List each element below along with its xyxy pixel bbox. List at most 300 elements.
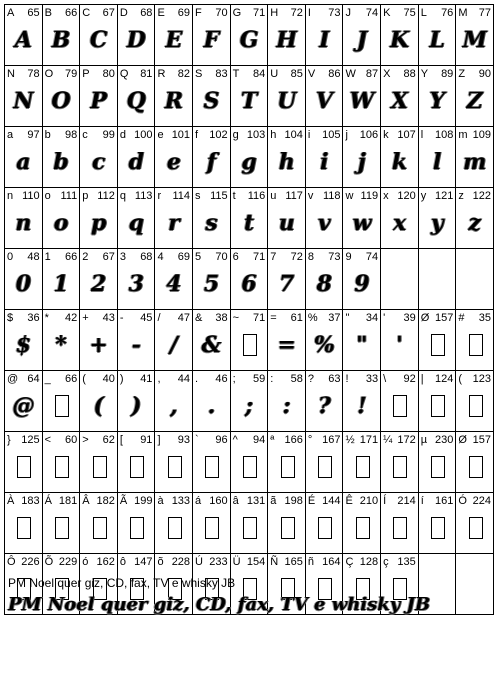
char-cell bbox=[193, 310, 231, 371]
char-code: 99 bbox=[102, 129, 115, 141]
glyph-preview: J bbox=[356, 27, 367, 53]
char-code: 68 bbox=[140, 251, 153, 263]
char-label bbox=[45, 251, 78, 263]
missing-glyph-box bbox=[168, 517, 182, 539]
char-name: ) bbox=[119, 373, 124, 385]
glyph-preview: R bbox=[164, 88, 183, 114]
char-code: 93 bbox=[177, 434, 191, 446]
char-label bbox=[270, 434, 303, 446]
char-cell bbox=[230, 432, 268, 493]
char-label bbox=[7, 556, 40, 568]
char-label bbox=[195, 7, 228, 19]
char-name: X bbox=[383, 68, 391, 80]
char-cell bbox=[5, 188, 43, 249]
char-name: ª bbox=[270, 434, 275, 446]
glyph-preview: " bbox=[356, 332, 368, 358]
char-label bbox=[120, 190, 153, 202]
char-label bbox=[157, 495, 190, 507]
char-code: 228 bbox=[171, 556, 191, 568]
glyph-preview: r bbox=[167, 210, 180, 236]
char-cell bbox=[230, 493, 268, 554]
char-name: õ bbox=[157, 556, 164, 568]
char-label bbox=[270, 251, 303, 263]
char-code: 116 bbox=[247, 190, 266, 202]
char-cell bbox=[42, 310, 80, 371]
empty-cell bbox=[418, 249, 456, 310]
char-label bbox=[421, 312, 454, 324]
glyph-preview: b bbox=[53, 149, 69, 175]
char-cell bbox=[42, 127, 80, 188]
glyph-preview: + bbox=[89, 332, 108, 358]
glyph-preview: 5 bbox=[203, 271, 219, 297]
char-label bbox=[82, 373, 115, 385]
char-label bbox=[308, 373, 341, 385]
char-cell bbox=[305, 371, 343, 432]
char-name: ' bbox=[383, 312, 386, 324]
char-name: b bbox=[44, 129, 51, 141]
glyph-preview: M bbox=[462, 27, 487, 53]
missing-glyph-box bbox=[318, 456, 332, 478]
glyph-preview: h bbox=[278, 149, 295, 175]
char-name: W bbox=[345, 68, 356, 80]
char-name: [ bbox=[119, 434, 123, 446]
char-code: 65 bbox=[27, 7, 40, 19]
char-name: ã bbox=[270, 495, 277, 507]
char-label bbox=[270, 190, 303, 202]
char-name: À bbox=[7, 495, 15, 507]
char-cell bbox=[305, 249, 343, 310]
glyph-preview: Z bbox=[466, 88, 483, 114]
missing-glyph-box bbox=[393, 395, 407, 417]
char-label bbox=[120, 495, 153, 507]
char-label bbox=[458, 68, 491, 80]
char-code: 114 bbox=[172, 190, 191, 202]
char-label bbox=[82, 7, 115, 19]
missing-glyph-box bbox=[17, 517, 31, 539]
char-label bbox=[45, 556, 78, 568]
char-label bbox=[270, 129, 303, 141]
glyph-preview: 1 bbox=[53, 271, 69, 297]
glyph-preview: o bbox=[53, 210, 69, 236]
char-code: 70 bbox=[215, 251, 228, 263]
char-label bbox=[82, 312, 115, 324]
glyph-preview: , bbox=[169, 393, 178, 419]
glyph-preview: p bbox=[90, 210, 107, 236]
char-label bbox=[157, 68, 190, 80]
glyph-preview: Q bbox=[126, 88, 146, 114]
char-name: ç bbox=[383, 556, 389, 568]
char-label bbox=[458, 190, 491, 202]
char-code: 106 bbox=[359, 129, 379, 141]
char-cell bbox=[456, 188, 494, 249]
char-name: k bbox=[383, 129, 389, 141]
char-cell bbox=[155, 127, 193, 188]
missing-glyph-box bbox=[130, 456, 144, 478]
char-name: # bbox=[458, 312, 465, 324]
char-cell bbox=[456, 310, 494, 371]
char-code: 135 bbox=[397, 556, 416, 568]
glyph-preview: X bbox=[390, 88, 408, 114]
glyph-preview: L bbox=[429, 27, 445, 53]
char-cell bbox=[418, 493, 456, 554]
char-code: 82 bbox=[177, 68, 191, 80]
char-label bbox=[120, 373, 153, 385]
glyph-preview: P bbox=[90, 88, 107, 114]
char-label bbox=[195, 434, 228, 446]
glyph-preview: ' bbox=[396, 332, 403, 358]
char-code: 76 bbox=[441, 7, 454, 19]
char-label bbox=[45, 495, 78, 507]
char-label bbox=[421, 434, 454, 446]
char-cell bbox=[343, 127, 381, 188]
glyph-preview: l bbox=[432, 149, 442, 175]
char-code: 38 bbox=[215, 312, 228, 324]
char-name: Õ bbox=[44, 556, 54, 568]
char-row bbox=[5, 188, 494, 249]
char-code: 64 bbox=[27, 373, 40, 385]
char-label bbox=[7, 312, 40, 324]
char-label bbox=[233, 7, 266, 19]
char-code: 154 bbox=[246, 556, 266, 568]
char-name: 2 bbox=[82, 251, 89, 263]
char-label bbox=[421, 129, 454, 141]
char-name: ^ bbox=[232, 434, 238, 446]
char-label bbox=[308, 556, 341, 568]
char-label bbox=[195, 495, 228, 507]
glyph-preview: O bbox=[51, 88, 71, 114]
char-cell bbox=[343, 66, 381, 127]
glyph-preview: Y bbox=[429, 88, 445, 114]
char-label bbox=[458, 129, 491, 141]
char-label bbox=[383, 434, 416, 446]
glyph-preview: G bbox=[239, 27, 259, 53]
glyph-preview: i bbox=[320, 149, 329, 175]
glyph-preview: D bbox=[126, 27, 146, 53]
char-name: à bbox=[157, 495, 164, 507]
missing-glyph-box bbox=[205, 517, 219, 539]
char-name: Á bbox=[44, 495, 52, 507]
char-cell bbox=[80, 66, 118, 127]
char-label bbox=[270, 495, 303, 507]
char-code: 69 bbox=[177, 7, 191, 19]
char-name: m bbox=[458, 129, 468, 141]
char-name: R bbox=[157, 68, 166, 80]
char-name: ; bbox=[232, 373, 236, 385]
glyph-preview: N bbox=[13, 88, 34, 114]
char-cell bbox=[80, 127, 118, 188]
char-label bbox=[308, 68, 341, 80]
char-name: n bbox=[7, 190, 14, 202]
glyph-preview: & bbox=[201, 332, 222, 358]
char-cell bbox=[230, 188, 268, 249]
char-name: @ bbox=[7, 373, 19, 385]
char-name: Ê bbox=[345, 495, 353, 507]
char-cell bbox=[381, 371, 419, 432]
char-code: 67 bbox=[102, 7, 115, 19]
char-name: , bbox=[157, 373, 161, 385]
char-code: 75 bbox=[403, 7, 416, 19]
char-name: ñ bbox=[307, 556, 314, 568]
glyph-preview: I bbox=[319, 27, 330, 53]
char-name: ~ bbox=[232, 312, 240, 324]
empty-cell bbox=[381, 249, 419, 310]
char-cell bbox=[230, 310, 268, 371]
char-code: 70 bbox=[215, 7, 228, 19]
char-code: 112 bbox=[97, 190, 115, 202]
char-cell bbox=[268, 249, 306, 310]
char-code: 198 bbox=[284, 495, 303, 507]
char-label bbox=[7, 7, 40, 19]
char-name: v bbox=[307, 190, 314, 202]
char-cell bbox=[193, 432, 231, 493]
char-name: > bbox=[82, 434, 89, 446]
char-code: 100 bbox=[134, 129, 153, 141]
char-code: 230 bbox=[434, 434, 454, 446]
char-code: 182 bbox=[96, 495, 115, 507]
char-row bbox=[5, 310, 494, 371]
char-cell bbox=[5, 5, 43, 66]
char-cell bbox=[268, 371, 306, 432]
char-code: 124 bbox=[434, 373, 454, 385]
char-row bbox=[5, 493, 494, 554]
char-label bbox=[45, 434, 78, 446]
char-name: c bbox=[82, 129, 88, 141]
char-cell bbox=[268, 432, 306, 493]
missing-glyph-box bbox=[243, 456, 257, 478]
char-label bbox=[82, 190, 115, 202]
char-name: ó bbox=[82, 556, 89, 568]
char-cell bbox=[193, 188, 231, 249]
char-name: Â bbox=[82, 495, 90, 507]
char-code: 41 bbox=[140, 373, 153, 385]
char-code: 109 bbox=[472, 129, 491, 141]
char-row bbox=[5, 432, 494, 493]
char-cell bbox=[268, 188, 306, 249]
missing-glyph-box bbox=[55, 517, 69, 539]
char-name: Ó bbox=[458, 495, 467, 507]
char-label bbox=[270, 68, 303, 80]
glyph-preview: % bbox=[313, 332, 335, 358]
char-cell bbox=[343, 188, 381, 249]
char-name: O bbox=[44, 68, 54, 80]
char-code: 43 bbox=[102, 312, 115, 324]
glyph-preview: $ bbox=[15, 332, 31, 358]
char-label bbox=[383, 556, 416, 568]
char-cell bbox=[456, 432, 494, 493]
char-code: 161 bbox=[434, 495, 454, 507]
char-name: j bbox=[345, 129, 348, 141]
char-code: 91 bbox=[140, 434, 153, 446]
glyph-preview: S bbox=[203, 88, 220, 114]
char-label bbox=[120, 7, 153, 19]
char-code: 85 bbox=[290, 68, 303, 80]
char-code: 147 bbox=[134, 556, 153, 568]
char-code: 66 bbox=[64, 373, 78, 385]
char-label bbox=[45, 190, 78, 202]
glyph-preview: 3 bbox=[128, 271, 144, 297]
char-code: 166 bbox=[284, 434, 303, 446]
char-name: B bbox=[44, 7, 52, 19]
char-code: 35 bbox=[478, 312, 491, 324]
missing-glyph-box bbox=[281, 517, 295, 539]
char-name: G bbox=[232, 7, 242, 19]
char-cell bbox=[5, 432, 43, 493]
char-cell bbox=[268, 493, 306, 554]
char-code: 117 bbox=[285, 190, 303, 202]
char-name: & bbox=[195, 312, 203, 324]
char-code: 110 bbox=[22, 190, 40, 202]
char-label bbox=[157, 251, 190, 263]
char-code: 160 bbox=[209, 495, 228, 507]
char-name: f bbox=[195, 129, 199, 141]
char-label bbox=[383, 190, 416, 202]
glyph-preview: U bbox=[276, 88, 297, 114]
glyph-preview: B bbox=[51, 27, 71, 53]
char-name: Q bbox=[119, 68, 129, 80]
missing-glyph-box bbox=[431, 456, 445, 478]
char-label bbox=[233, 68, 266, 80]
char-cell bbox=[155, 188, 193, 249]
char-code: 97 bbox=[27, 129, 40, 141]
char-cell bbox=[193, 127, 231, 188]
char-name: V bbox=[307, 68, 316, 80]
char-cell bbox=[418, 310, 456, 371]
glyph-preview: 2 bbox=[90, 271, 107, 297]
char-code: 157 bbox=[434, 312, 454, 324]
char-cell bbox=[381, 127, 419, 188]
char-code: 115 bbox=[210, 190, 228, 202]
missing-glyph-box bbox=[393, 517, 407, 539]
char-cell bbox=[193, 249, 231, 310]
char-label bbox=[157, 312, 190, 324]
char-name: ! bbox=[345, 373, 349, 385]
char-cell bbox=[42, 188, 80, 249]
char-name: S bbox=[195, 68, 203, 80]
missing-glyph-box bbox=[281, 456, 295, 478]
char-code: 74 bbox=[365, 251, 379, 263]
char-code: 81 bbox=[140, 68, 153, 80]
char-name: . bbox=[195, 373, 199, 385]
char-label bbox=[345, 7, 378, 19]
char-cell bbox=[193, 493, 231, 554]
char-name: á bbox=[195, 495, 202, 507]
char-cell bbox=[117, 432, 155, 493]
char-label bbox=[195, 190, 228, 202]
char-cell bbox=[381, 66, 419, 127]
char-cell bbox=[230, 66, 268, 127]
char-label bbox=[195, 129, 228, 141]
empty-cell bbox=[456, 554, 494, 615]
char-label bbox=[7, 68, 40, 80]
char-name: ( bbox=[82, 373, 86, 385]
char-label bbox=[120, 556, 153, 568]
glyph-preview: / bbox=[169, 332, 178, 358]
char-label bbox=[345, 495, 378, 507]
glyph-preview: a bbox=[16, 149, 31, 175]
char-name: e bbox=[157, 129, 164, 141]
char-name: M bbox=[458, 7, 468, 19]
char-code: 157 bbox=[472, 434, 491, 446]
char-cell bbox=[343, 249, 381, 310]
char-code: 131 bbox=[246, 495, 266, 507]
char-name: $ bbox=[7, 312, 14, 324]
char-label bbox=[7, 190, 40, 202]
char-code: 48 bbox=[27, 251, 40, 263]
glyph-preview: = bbox=[277, 332, 296, 358]
char-code: 33 bbox=[365, 373, 379, 385]
char-label bbox=[383, 373, 416, 385]
glyph-preview: 4 bbox=[166, 271, 182, 297]
char-label bbox=[270, 312, 303, 324]
char-code: 61 bbox=[290, 312, 303, 324]
glyph-preview: v bbox=[317, 210, 331, 236]
glyph-preview: : bbox=[282, 393, 291, 419]
char-code: 68 bbox=[140, 7, 153, 19]
char-code: 71 bbox=[253, 7, 266, 19]
char-label bbox=[120, 251, 153, 263]
char-name: _ bbox=[44, 373, 51, 385]
char-name: 5 bbox=[195, 251, 202, 263]
glyph-preview: w bbox=[352, 210, 372, 236]
char-code: 210 bbox=[359, 495, 379, 507]
missing-glyph-box bbox=[93, 517, 107, 539]
missing-glyph-box bbox=[393, 456, 407, 478]
char-cell bbox=[268, 5, 306, 66]
missing-glyph-box bbox=[318, 517, 332, 539]
char-cell bbox=[42, 493, 80, 554]
char-cell bbox=[5, 249, 43, 310]
char-code: 83 bbox=[215, 68, 228, 80]
char-cell bbox=[80, 188, 118, 249]
char-cell bbox=[381, 310, 419, 371]
missing-glyph-box bbox=[130, 517, 144, 539]
char-label bbox=[82, 556, 115, 568]
char-label bbox=[233, 251, 266, 263]
char-code: 63 bbox=[328, 373, 341, 385]
char-name: â bbox=[232, 495, 239, 507]
char-code: 72 bbox=[290, 7, 303, 19]
char-code: 105 bbox=[322, 129, 341, 141]
character-table bbox=[4, 4, 494, 615]
char-label bbox=[421, 7, 454, 19]
char-name: D bbox=[119, 7, 128, 19]
char-label bbox=[120, 129, 153, 141]
missing-glyph-box bbox=[431, 334, 445, 356]
missing-glyph-box bbox=[93, 456, 107, 478]
char-name: 7 bbox=[270, 251, 277, 263]
char-cell bbox=[381, 188, 419, 249]
char-label bbox=[45, 7, 78, 19]
char-code: 74 bbox=[365, 7, 379, 19]
char-label bbox=[383, 68, 416, 80]
char-label bbox=[421, 190, 454, 202]
char-label bbox=[383, 129, 416, 141]
char-cell bbox=[193, 66, 231, 127]
char-name: Ã bbox=[119, 495, 128, 507]
glyph-preview: q bbox=[128, 210, 144, 236]
char-label bbox=[45, 129, 78, 141]
char-name: 1 bbox=[44, 251, 51, 263]
glyph-preview: f bbox=[206, 149, 217, 175]
char-name: ? bbox=[307, 373, 314, 385]
glyph-preview: 6 bbox=[241, 271, 257, 297]
char-code: 44 bbox=[177, 373, 191, 385]
char-code: 233 bbox=[209, 556, 228, 568]
char-label bbox=[45, 68, 78, 80]
glyph-preview: * bbox=[55, 332, 67, 358]
char-label bbox=[45, 312, 78, 324]
char-name: * bbox=[44, 312, 49, 324]
